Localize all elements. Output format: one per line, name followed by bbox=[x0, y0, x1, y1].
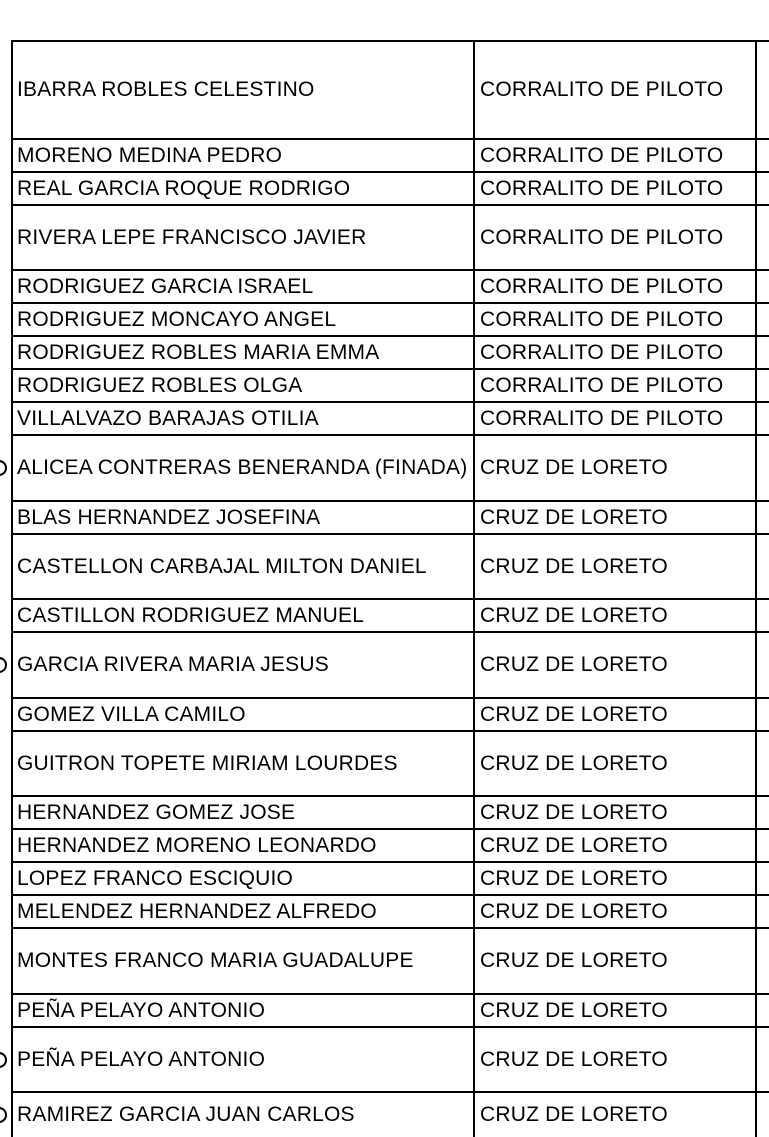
name-cell: RODRIGUEZ ROBLES MARIA EMMA bbox=[17, 340, 380, 364]
name-cell: GUITRON TOPETE MIRIAM LOURDES bbox=[17, 751, 398, 775]
location-cell: CORRALITO DE PILOTO bbox=[480, 176, 724, 200]
name-cell: MELENDEZ HERNANDEZ ALFREDO bbox=[17, 899, 377, 923]
name-cell: HERNANDEZ GOMEZ JOSE bbox=[17, 800, 296, 824]
name-cell: ALICEA CONTRERAS BENERANDA (FINADA) bbox=[17, 456, 468, 479]
location-cell: CRUZ DE LORETO bbox=[480, 949, 668, 972]
location-cell: CRUZ DE LORETO bbox=[480, 505, 668, 529]
name-cell: MORENO MEDINA PEDRO bbox=[17, 143, 283, 167]
name-cell: CASTELLON CARBAJAL MILTON DANIEL bbox=[17, 554, 427, 578]
location-cell: CORRALITO DE PILOTO bbox=[480, 225, 724, 249]
location-cell: CRUZ DE LORETO bbox=[480, 1103, 668, 1126]
name-cell: RIVERA LEPE FRANCISCO JAVIER bbox=[17, 225, 367, 249]
location-cell: CORRALITO DE PILOTO bbox=[480, 274, 724, 298]
location-cell: CRUZ DE LORETO bbox=[480, 1047, 668, 1071]
cut-off-glyph bbox=[0, 460, 7, 476]
location-cell: CRUZ DE LORETO bbox=[480, 603, 668, 627]
location-cell: CRUZ DE LORETO bbox=[480, 899, 668, 923]
cut-off-glyph bbox=[0, 1052, 7, 1068]
name-cell: RAMIREZ GARCIA JUAN CARLOS bbox=[17, 1103, 355, 1126]
name-cell: PEÑA PELAYO ANTONIO bbox=[17, 998, 266, 1022]
name-cell: VILLALVAZO BARAJAS OTILIA bbox=[17, 406, 319, 430]
name-cell: MONTES FRANCO MARIA GUADALUPE bbox=[17, 949, 414, 972]
name-cell: BLAS HERNANDEZ JOSEFINA bbox=[17, 505, 321, 529]
name-cell: RODRIGUEZ ROBLES OLGA bbox=[17, 373, 303, 397]
location-cell: CRUZ DE LORETO bbox=[480, 998, 668, 1022]
name-cell: GOMEZ VILLA CAMILO bbox=[17, 702, 246, 726]
name-cell: RODRIGUEZ GARCIA ISRAEL bbox=[17, 274, 314, 298]
location-cell: CRUZ DE LORETO bbox=[480, 702, 668, 726]
location-cell: CRUZ DE LORETO bbox=[480, 751, 668, 775]
location-cell: CRUZ DE LORETO bbox=[480, 653, 668, 676]
location-cell: CORRALITO DE PILOTO bbox=[480, 78, 724, 101]
name-cell: REAL GARCIA ROQUE RODRIGO bbox=[17, 176, 351, 200]
name-cell: LOPEZ FRANCO ESCIQUIO bbox=[17, 866, 294, 890]
location-cell: CRUZ DE LORETO bbox=[480, 554, 668, 578]
name-cell: PEÑA PELAYO ANTONIO bbox=[17, 1047, 266, 1071]
location-cell: CORRALITO DE PILOTO bbox=[480, 143, 724, 167]
location-cell: CORRALITO DE PILOTO bbox=[480, 373, 724, 397]
location-cell: CRUZ DE LORETO bbox=[480, 833, 668, 857]
name-cell: CASTILLON RODRIGUEZ MANUEL bbox=[17, 603, 365, 627]
cut-off-glyph bbox=[0, 657, 7, 673]
name-cell: IBARRA ROBLES CELESTINO bbox=[17, 78, 315, 101]
name-cell: GARCIA RIVERA MARIA JESUS bbox=[17, 653, 329, 676]
location-cell: CORRALITO DE PILOTO bbox=[480, 307, 724, 331]
name-cell: HERNANDEZ MORENO LEONARDO bbox=[17, 833, 377, 857]
name-cell: RODRIGUEZ MONCAYO ANGEL bbox=[17, 307, 337, 331]
cut-off-glyph bbox=[0, 1107, 7, 1123]
location-cell: CORRALITO DE PILOTO bbox=[480, 340, 724, 364]
location-cell: CRUZ DE LORETO bbox=[480, 800, 668, 824]
location-cell: CORRALITO DE PILOTO bbox=[480, 406, 724, 430]
location-cell: CRUZ DE LORETO bbox=[480, 456, 668, 479]
location-cell: CRUZ DE LORETO bbox=[480, 866, 668, 890]
